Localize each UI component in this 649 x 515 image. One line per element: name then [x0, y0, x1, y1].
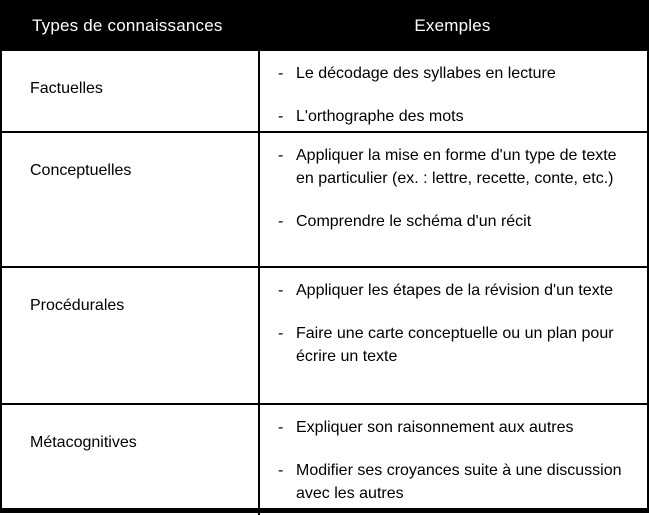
- bullet-dash-icon: -: [278, 213, 284, 230]
- type-label: Factuelles: [2, 51, 260, 138]
- list-item: [278, 322, 625, 368]
- bullet-dash-icon: -: [278, 65, 284, 82]
- table-header-row: [2, 0, 647, 51]
- table-row-procedurales: [2, 268, 647, 405]
- bullet-dash-icon: -: [278, 325, 284, 342]
- list-item: [278, 210, 625, 233]
- table-row-metacognitives: [2, 405, 647, 508]
- header-types-de-connaissances: Types de connaissances: [32, 15, 223, 35]
- examples-cell: [260, 51, 647, 138]
- table-row-conceptuelles: [2, 133, 647, 268]
- type-label: Procédurales: [2, 268, 260, 403]
- example-text: Le décodage des syllabes en lecture: [296, 65, 556, 82]
- type-label: Métacognitives: [2, 405, 260, 515]
- examples-cell: [260, 405, 647, 515]
- bullet-dash-icon: -: [278, 462, 284, 479]
- example-text: Modifier ses croyances suite à une discussion avec les autres: [296, 462, 622, 502]
- list-item: [278, 416, 625, 439]
- bullet-dash-icon: -: [278, 282, 284, 299]
- list-item: [278, 279, 625, 302]
- bullet-dash-icon: -: [278, 147, 284, 164]
- bullet-dash-icon: -: [278, 419, 284, 436]
- example-text: Faire une carte conceptuelle ou un plan pour écrire un texte: [296, 325, 614, 365]
- example-text: Appliquer la mise en forme d'un type de texte en particulier (ex. : lettre, recette, conte, etc.): [296, 147, 617, 187]
- list-item: [278, 62, 625, 85]
- type-label: Conceptuelles: [2, 133, 260, 266]
- list-item: [278, 105, 625, 128]
- example-text: L'orthographe des mots: [296, 108, 464, 125]
- list-item: [278, 144, 625, 190]
- examples-cell: [260, 133, 647, 266]
- bullet-dash-icon: -: [278, 108, 284, 125]
- example-text: Comprendre le schéma d'un récit: [296, 213, 532, 230]
- examples-cell: [260, 268, 647, 403]
- list-item: [278, 459, 625, 505]
- example-text: Appliquer les étapes de la révision d'un texte: [296, 282, 614, 299]
- example-text: Expliquer son raisonnement aux autres: [296, 419, 574, 436]
- table-row-factuelles: [2, 51, 647, 133]
- header-exemples: Exemples: [414, 15, 491, 35]
